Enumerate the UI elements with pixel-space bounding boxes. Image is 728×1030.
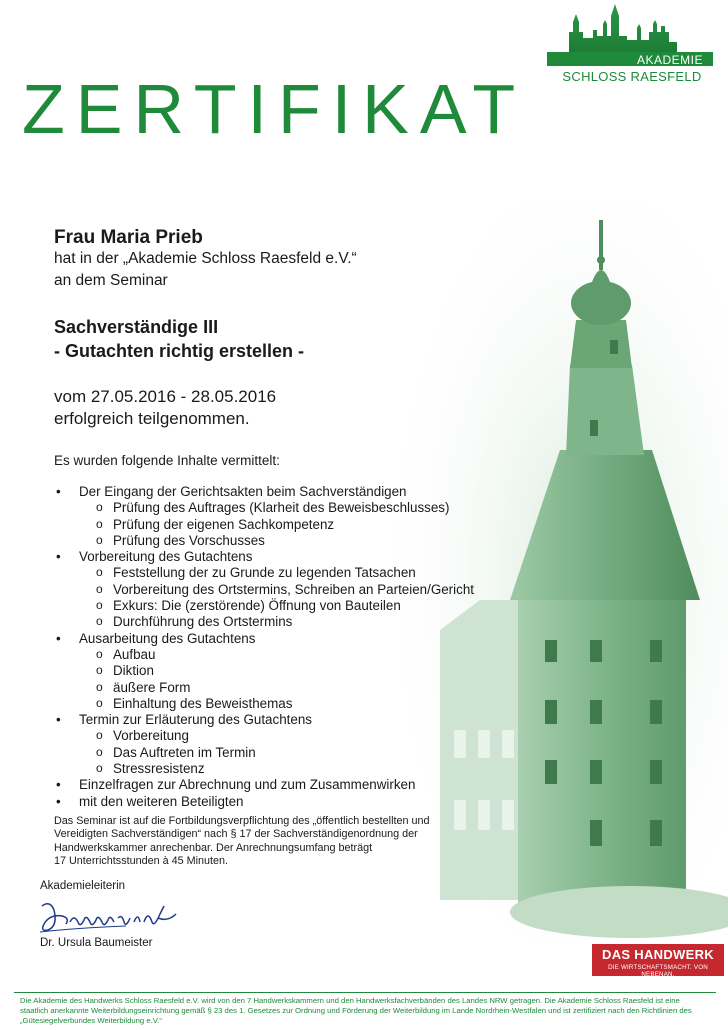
list-item: • Der Eingang der Gerichtsakten beim Sachverständigen [46,484,474,500]
logo-text-schloss: SCHLOSS RAESFELD [562,69,702,84]
footer-text [20,996,720,1027]
list-subitem: o Vorbereitung [46,728,474,744]
content-intro: Es wurden folgende Inhalte vermittelt: [54,453,280,468]
recipient-name: Frau Maria Prieb [54,227,203,248]
list-subitem: o Vorbereitung des Ortstermins, Schreiben an Parteien/Gericht [46,582,474,598]
list-item: • Einzelfragen zur Abrechnung und zum Zusammenwirken [46,777,474,793]
footer-line: staatlich anerkannte Weiterbildungseinrichtung gemäß § 23 des 1. Gesetzes zur Ordnung und Förderung der Weiterbildung im Lande Nordrhein-Westfalen und ist zertifiziert nach den Richtlinien des [20,1006,692,1016]
note-line: Vereidigten Sachverständigen“ nach § 17 der Sachverständigenordnung der [54,828,418,841]
seminar-dates: vom 27.05.2016 - 28.05.2016 [54,387,277,406]
note-line: Handwerkskammer anrechenbar. Der Anrechnungsumfang beträgt [54,841,373,854]
page-title: ZERTIFIKAT [22,70,527,148]
list-subitem: o Exkurs: Die (zerstörende) Öffnung von Bauteilen [46,598,474,614]
list-subitem: o Feststellung der zu Grunde zu legenden Tatsachen [46,565,474,581]
signatory-role: Akademieleiterin [40,880,126,892]
list-subitem: o Prüfung des Vorschusses [46,533,474,549]
completion-text: erfolgreich teilgenommen. [54,409,250,428]
list-subitem: o Einhaltung des Beweisthemas [46,696,474,712]
handwritten-signature [36,892,186,938]
accreditation-note [54,815,454,868]
footer-line: „Gütesiegelverbundes Weiterbildung e.V.“ [20,1016,162,1026]
list-item: • mit den weiteren Beteiligten [46,794,474,810]
badge-title: DAS HANDWERK [602,947,714,962]
list-subitem: o Prüfung des Auftrages (Klarheit des Beweisbeschlusses) [46,500,474,516]
recipient-seminar-line: an dem Seminar [54,272,168,289]
logo-text-akademie: AKADEMIE [636,53,703,67]
content-list [46,484,474,810]
list-subitem: o Stressresistenz [46,761,474,777]
list-item: • Vorbereitung des Gutachtens [46,549,474,565]
footer-line: Die Akademie des Handwerks Schloss Raesfeld e.V. wird von den 7 Handwerkskammern und den Handwerksfachverbänden des Landes NRW getragen. Die Akademie Schloss Raesfeld ist eine [20,996,680,1005]
list-subitem: o Das Auftreten im Termin [46,745,474,761]
list-item: • Ausarbeitung des Gutachtens [46,631,474,647]
note-line: Das Seminar ist auf die Fortbildungsverpflichtung des „öffentlich bestellten und [54,815,430,827]
list-subitem: o Prüfung der eigenen Sachkompetenz [46,517,474,533]
badge-slogan: DIE WIRTSCHAFTSMACHT. VON NEBENAN. [608,964,708,978]
list-subitem: o Diktion [46,663,474,679]
handwerk-badge [592,944,724,976]
seminar-subtitle: - Gutachten richtig erstellen - [54,341,305,361]
note-line: 17 Unterrichtsstunden à 45 Minuten. [54,854,229,867]
signatory-name: Dr. Ursula Baumeister [40,937,153,949]
list-subitem: o Durchführung des Ortstermins [46,614,474,630]
list-subitem: o Aufbau [46,647,474,663]
footer-divider [14,992,716,993]
list-subitem: o äußere Form [46,680,474,696]
recipient-institution-line: hat in der „Akademie Schloss Raesfeld e.V.“ [54,250,357,267]
seminar-title: Sachverständige III [54,317,219,337]
list-item: • Termin zur Erläuterung des Gutachtens [46,712,474,728]
